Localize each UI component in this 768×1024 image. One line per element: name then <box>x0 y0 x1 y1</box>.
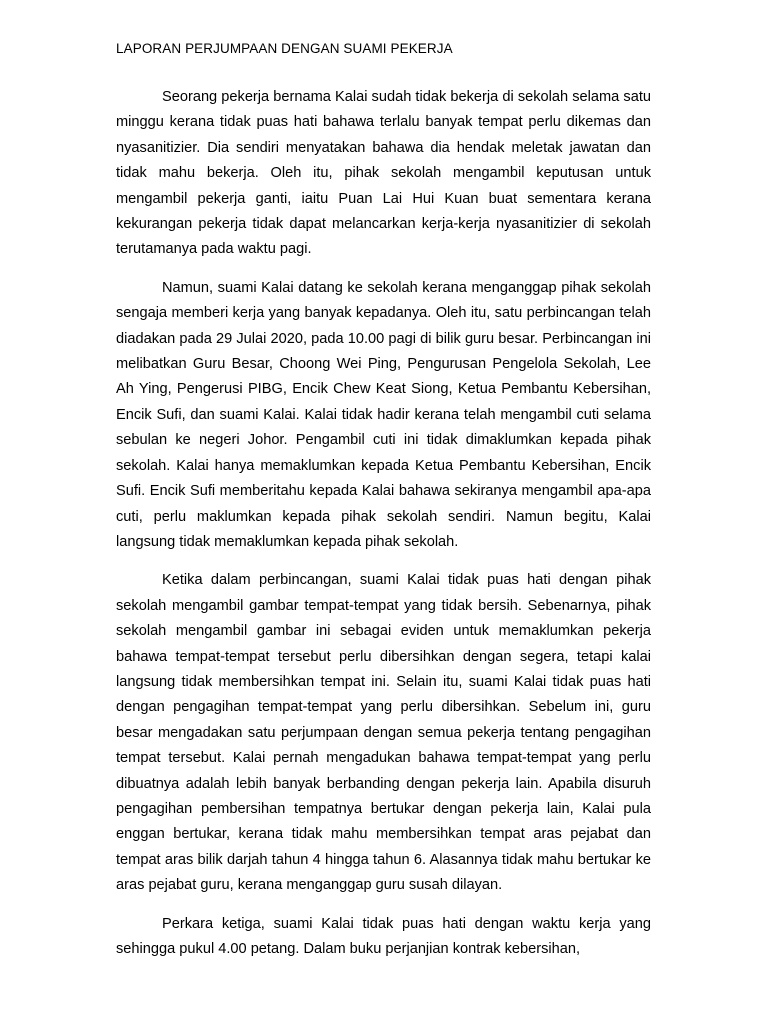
paragraph-3: Ketika dalam perbincangan, suami Kalai tidak puas hati dengan pihak sekolah mengambil gambar tempat-tempat yang tidak bersih. Sebenarnya, pihak sekolah mengambil gambar ini sebagai eviden untuk memaklumkan pekerja bahawa tempat-tempat tersebut perlu dibersihkan dengan segera, tetapi kalai langsung tidak membersihkan tempat ini. Selain itu, suami Kalai tidak puas hati dengan pengagihan tempat-tempat yang perlu dibersihkan. Sebelum ini, guru besar mengadakan satu perjumpaan dengan semua pekerja tentang pengagihan tempat tersebut. Kalai pernah mengadukan bahawa tempat-tempat yang perlu dibuatnya adalah lebih banyak berbanding dengan pekerja lain. Apabila disuruh pengagihan pembersihan tempatnya bertukar dengan pekerja lain, Kalai pula enggan bertukar, kerana tidak mahu membersihkan tempat aras pejabat dan tempat aras bilik darjah tahun 4 hingga tahun 6. Alasannya tidak mahu bertukar ke aras pejabat guru, kerana menganggap guru susah dilayan. <box>116 572 651 894</box>
document-body <box>116 85 651 975</box>
paragraph-1: Seorang pekerja bernama Kalai sudah tidak bekerja di sekolah selama satu minggu kerana tidak puas hati bahawa terlalu banyak tempat perlu dikemas dan nyasanitizier. Dia sendiri menyatakan bahawa dia hendak meletak jawatan dan tidak mahu bekerja. Oleh itu, pihak sekolah mengambil keputusan untuk mengambil pekerja ganti, iaitu Puan Lai Hui Kuan buat sementara kerana kekurangan pekerja tidak dapat melancarkan kerja-kerja nyasanitizier di sekolah terutamanya pada waktu pagi. <box>116 89 651 258</box>
paragraph-2: Namun, suami Kalai datang ke sekolah kerana menganggap pihak sekolah sengaja memberi kerja yang banyak kepadanya. Oleh itu, satu perbincangan telah diadakan pada 29 Julai 2020, pada 10.00 pagi di bilik guru besar. Perbincangan ini melibatkan Guru Besar, Choong Wei Ping, Pengurusan Pengelola Sekolah, Lee Ah Ying, Pengerusi PIBG, Encik Chew Keat Siong, Ketua Pembantu Kebersihan, Encik Sufi, dan suami Kalai. Kalai tidak hadir kerana telah mengambil cuti selama sebulan ke negeri Johor. Pengambil cuti ini tidak dimaklumkan kepada pihak sekolah. Kalai hanya memaklumkan kepada Ketua Pembantu Kebersihan, Encik Sufi. Encik Sufi memberitahu kepada Kalai bahawa sekiranya mengambil apa-apa cuti, perlu maklumkan kepada pihak sekolah sendiri. Namun begitu, Kalai langsung tidak memaklumkan kepada pihak sekolah. <box>116 279 651 550</box>
document-title: LAPORAN PERJUMPAAN DENGAN SUAMI PEKERJA <box>116 41 453 56</box>
paragraph-4: Perkara ketiga, suami Kalai tidak puas hati dengan waktu kerja yang sehingga pukul 4.00 petang. Dalam buku perjanjian kontrak kebersihan, <box>116 915 651 957</box>
